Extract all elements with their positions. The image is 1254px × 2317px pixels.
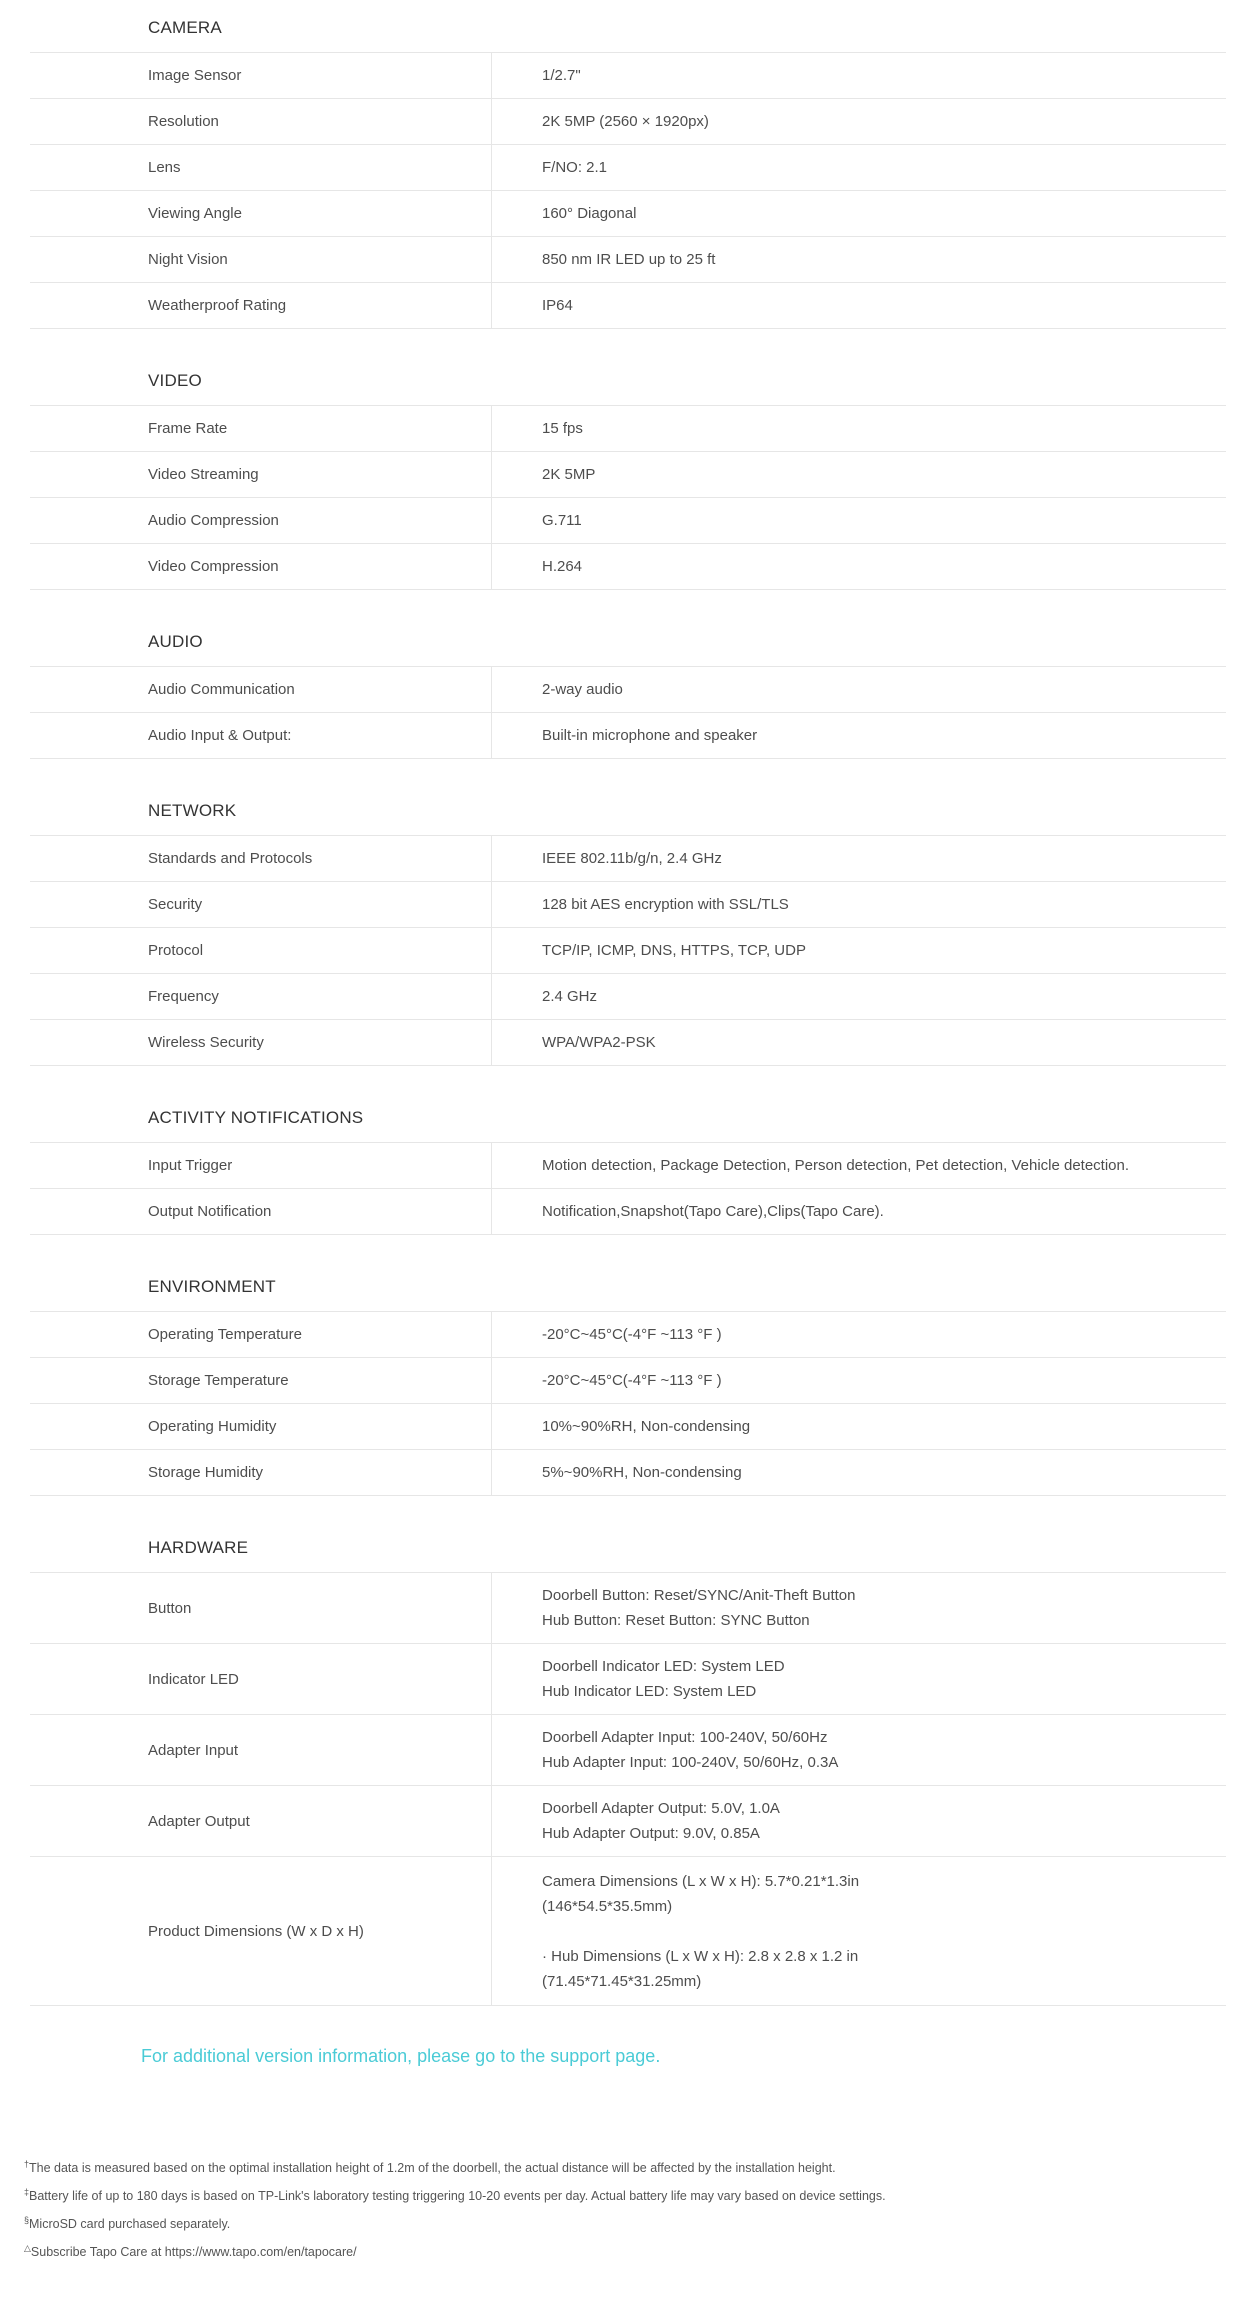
spec-value: 128 bit AES encryption with SSL/TLS <box>542 896 789 913</box>
footnote <box>24 2208 886 2236</box>
spec-value: Motion detection, Package Detection, Person detection, Pet detection, Vehicle detection. <box>542 1157 1130 1174</box>
spec-value: F/NO: 2.1 <box>542 159 608 176</box>
spec-label: Protocol <box>30 928 492 973</box>
spec-value: Doorbell Adapter Input: 100-240V, 50/60Hz Hub Adapter Input: 100-240V, 50/60Hz, 0.3A <box>542 1729 839 1771</box>
spec-label: Image Sensor <box>30 53 492 98</box>
spec-table <box>30 0 1226 2006</box>
spec-label: Weatherproof Rating <box>30 283 492 328</box>
spec-row <box>30 544 1226 590</box>
spec-section-environment <box>30 1259 1226 1496</box>
footnote-mark: ‡ <box>24 2187 30 2198</box>
spec-label: Viewing Angle <box>30 191 492 236</box>
spec-label: Indicator LED <box>30 1644 492 1714</box>
section-title: AUDIO <box>30 614 1226 667</box>
spec-row <box>30 928 1226 974</box>
spec-label: Adapter Output <box>30 1786 492 1856</box>
spec-label: Output Notification <box>30 1189 492 1234</box>
section-title: VIDEO <box>30 353 1226 406</box>
spec-section-camera <box>30 0 1226 329</box>
spec-row <box>30 283 1226 329</box>
spec-row <box>30 1857 1226 2006</box>
spec-value: 2K 5MP <box>542 466 596 483</box>
spec-label: Adapter Input <box>30 1715 492 1785</box>
footnote <box>24 2152 886 2180</box>
spec-row <box>30 1020 1226 1066</box>
spec-row <box>30 1189 1226 1235</box>
spec-row <box>30 1715 1226 1786</box>
spec-row <box>30 1573 1226 1644</box>
footnote-text: Battery life of up to 180 days is based on TP-Link's laboratory testing triggering 10-20 events per day. Actual battery life may vary based on device settings. <box>29 2189 886 2204</box>
spec-label: Operating Humidity <box>30 1404 492 1449</box>
spec-row <box>30 145 1226 191</box>
spec-value: G.711 <box>542 512 582 529</box>
spec-label: Operating Temperature <box>30 1312 492 1357</box>
spec-row <box>30 498 1226 544</box>
spec-label: Input Trigger <box>30 1143 492 1188</box>
spec-section-network <box>30 783 1226 1066</box>
footnote-mark: † <box>24 2159 30 2169</box>
spec-row <box>30 1644 1226 1715</box>
spec-row <box>30 836 1226 882</box>
spec-label: Resolution <box>30 99 492 144</box>
spec-value: 15 fps <box>542 420 583 437</box>
footnote-text: MicroSD card purchased separately. <box>29 2217 231 2232</box>
footnote-text: Subscribe Tapo Care at https://www.tapo.com/en/tapocare/ <box>30 2245 357 2260</box>
spec-label: Frequency <box>30 974 492 1019</box>
support-page-link[interactable]: For additional version information, please go to the support page. <box>141 2046 661 2066</box>
spec-value: TCP/IP, ICMP, DNS, HTTPS, TCP, UDP <box>542 942 806 959</box>
footnote <box>24 2180 886 2208</box>
spec-label: Audio Compression <box>30 498 492 543</box>
spec-label: Security <box>30 882 492 927</box>
spec-value: 10%~90%RH, Non-condensing <box>542 1418 751 1435</box>
spec-row <box>30 53 1226 99</box>
spec-value: Doorbell Indicator LED: System LED Hub Indicator LED: System LED <box>542 1658 785 1700</box>
spec-row <box>30 1143 1226 1189</box>
spec-section-activity-notifications <box>30 1090 1226 1235</box>
spec-value: Built-in microphone and speaker <box>542 727 758 744</box>
spec-value: -20°C~45°C(-4°F ~113 °F ) <box>542 1372 722 1389</box>
section-title: NETWORK <box>30 783 1226 836</box>
spec-value: 2.4 GHz <box>542 988 598 1005</box>
spec-label: Product Dimensions (W x D x H) <box>30 1857 492 2005</box>
footnote-mark: △ <box>24 2243 31 2254</box>
footnote-mark: § <box>24 2215 30 2226</box>
spec-value: 160° Diagonal <box>542 205 637 222</box>
spec-value: Doorbell Button: Reset/SYNC/Anit-Theft Button Hub Button: Reset Button: SYNC Button <box>542 1587 856 1629</box>
spec-row <box>30 882 1226 928</box>
spec-label: Video Streaming <box>30 452 492 497</box>
spec-row <box>30 1404 1226 1450</box>
spec-row <box>30 667 1226 713</box>
section-title: HARDWARE <box>30 1520 1226 1573</box>
spec-row <box>30 406 1226 452</box>
spec-value: Doorbell Adapter Output: 5.0V, 1.0A Hub Adapter Output: 9.0V, 0.85A <box>542 1800 780 1842</box>
spec-label: Button <box>30 1573 492 1643</box>
spec-label: Night Vision <box>30 237 492 282</box>
spec-row <box>30 974 1226 1020</box>
spec-section-video <box>30 353 1226 590</box>
spec-row <box>30 237 1226 283</box>
spec-label: Storage Temperature <box>30 1358 492 1403</box>
spec-value: Camera Dimensions (L x W x H): 5.7*0.21*1.3in (146*54.5*35.5mm) · Hub Dimensions (L x W x H): 2.8 x 2.8 x 1.2 in (71.45*71.45*31.25mm) <box>542 1872 860 1990</box>
spec-row <box>30 452 1226 498</box>
section-title: ENVIRONMENT <box>30 1259 1226 1312</box>
spec-label: Audio Input & Output: <box>30 713 492 758</box>
footnotes <box>24 2152 886 2265</box>
spec-row <box>30 191 1226 237</box>
spec-value: 2K 5MP (2560 × 1920px) <box>542 113 709 130</box>
spec-value: 2-way audio <box>542 681 623 698</box>
spec-label: Audio Communication <box>30 667 492 712</box>
footnote <box>24 2236 886 2264</box>
spec-label: Frame Rate <box>30 406 492 451</box>
spec-row <box>30 1358 1226 1404</box>
spec-label: Standards and Protocols <box>30 836 492 881</box>
spec-label: Video Compression <box>30 544 492 589</box>
spec-row <box>30 99 1226 145</box>
spec-value: 850 nm IR LED up to 25 ft <box>542 251 716 268</box>
spec-value: -20°C~45°C(-4°F ~113 °F ) <box>542 1326 722 1343</box>
spec-value: IP64 <box>542 297 573 314</box>
spec-row <box>30 1312 1226 1358</box>
spec-label: Wireless Security <box>30 1020 492 1065</box>
spec-row <box>30 1450 1226 1496</box>
section-title: CAMERA <box>30 0 1226 53</box>
spec-value: Notification,Snapshot(Tapo Care),Clips(Tapo Care). <box>542 1203 884 1220</box>
spec-section-hardware <box>30 1520 1226 2006</box>
spec-row <box>30 713 1226 759</box>
spec-value: H.264 <box>542 558 583 575</box>
footnote-text: The data is measured based on the optimal installation height of 1.2m of the doorbell, the actual distance will be affected by the installation height. <box>29 2161 836 2176</box>
spec-value: 1/2.7" <box>542 67 581 84</box>
spec-value: WPA/WPA2-PSK <box>542 1034 656 1051</box>
spec-section-audio <box>30 614 1226 759</box>
spec-value: IEEE 802.11b/g/n, 2.4 GHz <box>542 850 722 867</box>
section-title: ACTIVITY NOTIFICATIONS <box>30 1090 1226 1143</box>
spec-value: 5%~90%RH, Non-condensing <box>542 1464 742 1481</box>
spec-label: Storage Humidity <box>30 1450 492 1495</box>
spec-label: Lens <box>30 145 492 190</box>
spec-row <box>30 1786 1226 1857</box>
